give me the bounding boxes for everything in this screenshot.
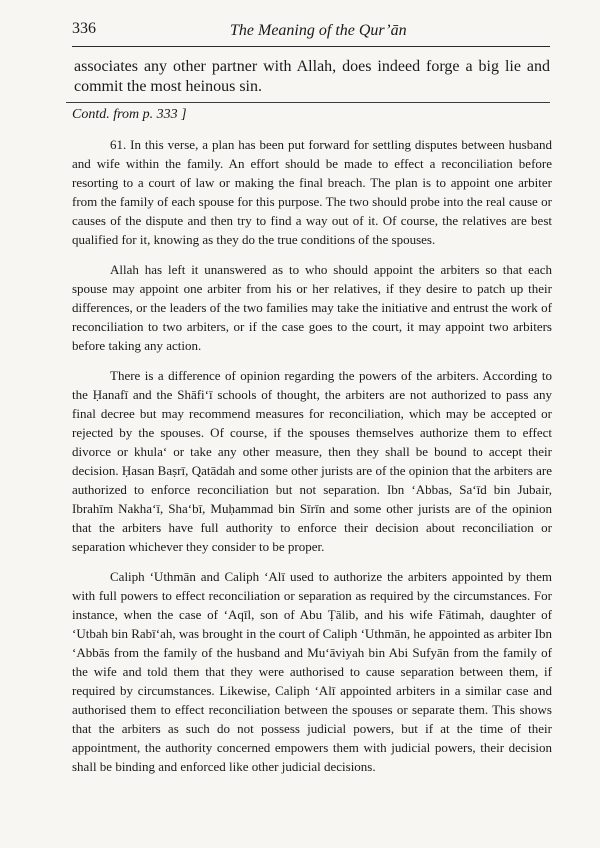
commentary-paragraph: Caliph ‘Uthmān and Caliph ‘Alī used to authorize the arbiters appointed by them with full powers to effect reconciliation or separation as required by the circumstances. For instance, when the case of ‘Aqīl, son of Abu Ṭālib, and his wife Fātimah, daughter of ‘Utbah bin Rabī‘ah, was brought in the court of Caliph ‘Uthmān, he appointed as arbiter Ibn ‘Abbās from the family of the husband and Mu‘āviyah bin Abi Sufyān from the family of the wife and told them that they were authorised to cause separation between them, if required by circumstances. Likewise, Caliph ‘Alī appointed arbiters in a similar case and authorised them to effect reconciliation between the spouses or separate them. This shows that the arbiters as such do not possess judicial powers, but if at the time of their appointment, the authority concerned empowers them with judicial powers, their decision shall be binding and enforced like other judicial decisions. bbox=[72, 569, 552, 774]
commentary-paragraph: Allah has left it unanswered as to who should appoint the arbiters so that each spouse may appoint one arbiter from his or her relatives, if they desire to patch up their differences, or the leaders of the two families may take the initiative and entrust the work of reconciliation to two arbiters, or if the case goes to the court, it may appoint two arbiters before taking any action. bbox=[72, 262, 552, 353]
running-title: The Meaning of the Qur’ān bbox=[230, 22, 407, 39]
commentary-body bbox=[72, 135, 552, 787]
header-rule bbox=[72, 46, 550, 47]
commentary-paragraph: There is a difference of opinion regarding the powers of the arbiters. According to the Ḥanafī and the Shāfi‘ī schools of thought, the arbiters are not authorized to pass any final decree but may recommend measures for reconciliation, which may be accepted or rejected by the spouses. Of course, if the spouses themselves authorize them to effect divorce or khula‘ or take any other measure, then they shall be bound to accept their decision. Ḥasan Baṣrī, Qatādah and some other jurists are of the opinion that the arbiters are authorized to enforce reconciliation but not separation. Ibn ‘Abbas, Sa‘īd bin Jubair, Ibrahīm Nakha‘ī, Sha‘bī, Muḥammad bin Sīrīn and some other jurists are of the opinion that the arbiters have full authority to enforce their decision about reconciliation or separation whichever they consider to be proper. bbox=[72, 368, 552, 554]
page-number: 336 bbox=[72, 20, 96, 37]
section-divider bbox=[66, 102, 550, 103]
commentary-paragraph: 61. In this verse, a plan has been put forward for settling disputes between husband and wife within the family. An effort should be made to effect a reconciliation before resorting to a court of law or making the final breach. The plan is to appoint one arbiter from the family of each spouse for this purpose. The two should probe into the real cause or causes of the dispute and then try to find a way out of it. Of course, the relatives are best qualified for it, knowing as they do the true conditions of the spouses. bbox=[72, 137, 552, 247]
verse-continuation-text: associates any other partner with Allah, does indeed forge a big lie and commit the most heinous sin. bbox=[74, 58, 550, 95]
continued-from-note: Contd. from p. 333 ] bbox=[72, 107, 187, 122]
